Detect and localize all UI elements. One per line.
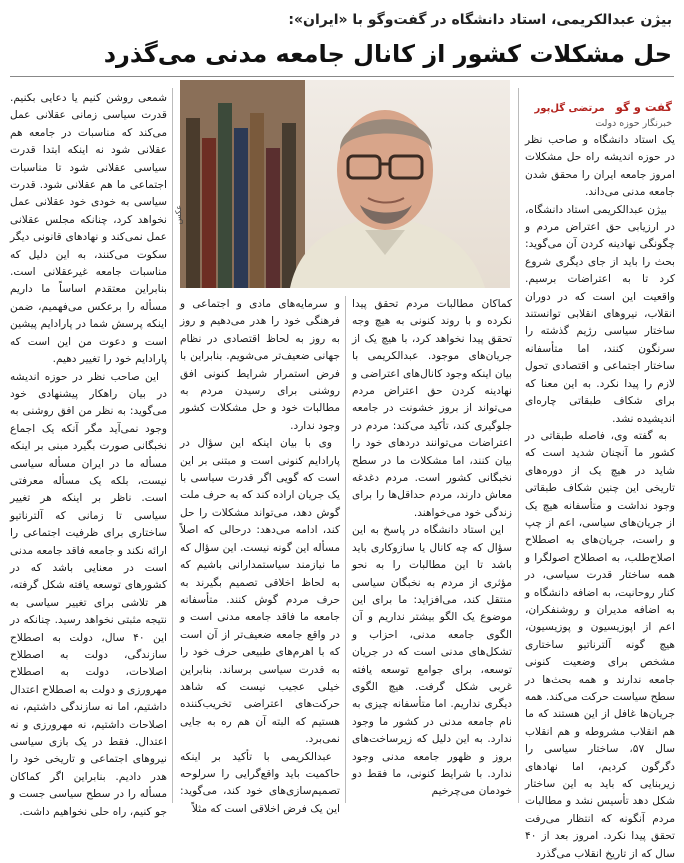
column-divider [172, 88, 173, 803]
paragraph: شمعی روشن کنیم یا دعایی بکنیم. قدرت سیاسی زمانی عقلانی عمل می‌کند که مناسبات در جامعه هم عقلانی شود نه اینکه ابتدا قدرت سیاسی عقلانی شود تا مناسبات اجتماعی ما هم عقلانی شود. قدرت سیاسی به خودی خود عقلانی عمل نخواهد کرد، چنانکه مجلس عقلانی عمل نمی‌کند و نهادهای قانونی دیگر سکوت می‌کنند، به این دلیل که مناسبات جامعه غیرعقلانی است. بنابراین معتقدم اساساً ما داریم مسأله را برعکس می‌فهمیم، ضمن اینکه پرسش شما در پارادایم پیشین است و دعوت من این است که پارادایم خود را تغییر دهیم. [10, 92, 167, 366]
photo-credit: عکس [174, 205, 183, 225]
interviewee-photo [180, 80, 510, 288]
column-right [525, 132, 676, 860]
column-divider [345, 296, 346, 803]
column-mid-right [352, 296, 512, 804]
author-name: مرتضی گل‌پور [534, 103, 605, 114]
headline: حل مشکلات کشور از کانال جامعه مدنی می‌گذرد [103, 40, 672, 68]
paragraph: این استاد دانشگاه در پاسخ به این سؤال که چه کانال یا سازوکاری باید باشد تا این مطالبات را به نحو مؤثری از مردم به نخبگان سیاسی منتقل کند، می‌افزاید: ما برای این موضوع یک الگو بیشتر نداریم و آن الگوی جامعه مدنی، احزاب و تشکل‌های مدنی است که در جریان توسعه، برای جوامع توسعه یافته غربی شکل گرفت. هیچ الگوی دیگری نداریم. اما متأسفانه چیزی به نام جامعه مدنی در کشور ما وجود ندارد. به این دلیل که زیرساخت‌های بروز و ظهور جامعه مدنی وجود ندارد. با شرایط کنونی، ما فقط دو خودمان می‌چرخیم [352, 524, 512, 798]
paragraph: و سرمایه‌های مادی و اجتماعی و فرهنگی خود را هدر می‌دهیم و روز به روز به لحاظ اقتصادی در نظام جهانی ضعیف‌تر می‌شویم. بنابراین با فرض استمرار شرایط کنونی افق روشنی برای رسیدن مردم به مطالبات خود و حل مشکلات کشور وجود ندارد. [180, 298, 340, 432]
author-role: خبرنگار حوزه دولت [595, 118, 672, 129]
column-left [10, 90, 167, 818]
column-mid-left [180, 296, 340, 815]
portrait-figure [180, 80, 510, 288]
paragraph: عبدالکریمی با تأکید بر اینکه حاکمیت باید واقع‌گرایی را سرلوحه تصمیم‌سازی‌های خود کند، می‌گوید: این یک فرض اخلاقی است که مثلاً [180, 750, 340, 815]
section-tag: گفت و گو [615, 100, 672, 114]
kicker: بیژن عبدالکریمی، استاد دانشگاه در گفت‌وگو با «ایران»: [288, 12, 672, 28]
paragraph: بیژن عبدالکریمی استاد دانشگاه، در ارزیابی حق اعتراض مردم و چگونگی نهادینه کردن آن می‌گوید: بحث را باید از جای دیگری شروع کرد تا به اعتراضات برسیم. واقعیت این است که در دوران انقلاب، نیروهای انقلابی توانستند ساختار سیاسی رژیم گذشته را سرنگون کنند، اما متأسفانه ساختار اجتماعی و اقتصادی تحول لازم را پیدا نکرد. به این معنا که برای شکاف طبقاتی چاره‌ای اندیشیده نشد. [525, 203, 675, 425]
paragraph: این صاحب نظر در حوزه اندیشه در بیان راهکار پیشنهادی خود می‌گوید: به نظر من افق روشنی به وجود نمی‌آید مگر آنکه یک اجماع نخبگانی صورت بگیرد مبنی بر اینکه مسأله ما در ایران مسأله سیاسی نیست، بلکه یک مسأله معرفتی است. ناظر بر اینکه هر تغییر سیاسی تا زمانی که آلترناتیو ساختاری برای ظرفیت اجتماعی را ارائه نکند و جامعه فاقد جامعه مدنی است در معنایی باشد که در کشورهای توسعه یافته شکل گرفته، هر تلاشی برای تغییر سیاسی به نتیجه مثبتی نخواهد رسید. چنانکه در این ۴۰ سال، دولت به اصطلاح سازندگی، دولت به اصطلاح اصلاحات، دولت به اصطلاح مهرورزی و دولت به اصطلاح اعتدال داشتیم، اما نه سازندگی داشتیم، نه اصلاحات داشتیم، نه مهرورزی و نه اعتدال. فقط در یک بازی سیاسی نیروهای اجتماعی و تاریخی خود را هدر دادیم. بنابراین اگر کماکان مسأله را در سطح سیاسی جست و جو کنیم، راه حلی نخواهیم داشت. [10, 370, 167, 818]
paragraph: یک استاد دانشگاه و صاحب نظر در حوزه اندیشه راه حل مشکلات امروز جامعه ایران را محقق شدن جامعه مدنی می‌داند. [525, 134, 675, 199]
paragraph: به گفته وی، فاصله طبقاتی در کشور ما آنچنان شدید است که شاید در هیچ یک از دوره‌های تاریخی این چنین شکاف طبقاتی وجود نداشت و متأسفانه هیچ یک از جریان‌های سیاسی، اعم از چپ و راست، جریان‌های به اصطلاح اصلاح‌طلب، به اصطلاح اصولگرا و همه ساختار قدرت سیاسی، در کنار روحانیت، به اضافه دانشگاه و به اضافه مدیران و روشنفکران، اعم از اپوزیسیون و پوزیسیون، هیچ گونه آلترناتیو ساختاری مشخص برای وضعیت کنونی جامعه ندارند و همه بحث‌ها در سطح سیاست حرکت می‌کند. همه جریان‌ها غافل از این هستند که ما هم انقلاب مشروطه و هم انقلاب سال ۵۷، ساختار سیاسی را دگرگون کردیم، اما نهادهای زیربنایی که باید به این ساختار شکل دهد تأسیس نشد و مطالبات مردم آنگونه که انتظار می‌رفت تحقق پیدا نکرد. امروز بعد از ۴۰ سال که از تاریخ انقلاب می‌گذرد [525, 429, 676, 860]
byline [524, 96, 672, 129]
column-divider [518, 88, 519, 803]
paragraph: کماکان مطالبات مردم تحقق پیدا نکرده و با روند کنونی به هیچ وجه تحقق پیدا نخواهد کرد، با هیچ یک از جریان‌های موجود. عبدالکریمی با بیان اینکه وجود کانال‌های اعتراضی و نهادینه کردن حق اعتراض مردم می‌تواند از بروز خشونت در جامعه جلوگیری کند، تأکید می‌کند: مردم در اعتراضات می‌توانند دردهای خود را بیان کنند، اما مشکلات ما در سطح نخبگانی کشور است. مردم دغدغه معاش دارند، مردم حداقل‌ها را برای زندگی خود می‌خواهند. [352, 298, 512, 519]
header-rule [10, 76, 674, 77]
paragraph: وی با بیان اینکه این سؤال در پارادایم کنونی است و مبتنی بر این است که گویی اگر قدرت سیاسی با یک جریان اراده کند که به حرف ملت گوش دهد، می‌تواند مشکلات را حل کند، ادامه می‌دهد: درحالی که اصلاً مسأله این گونه نیست. این سؤال که ما نیازمند سیاستمدارانی باشیم که به لحاظ اخلاقی تصمیم بگیرند به حرف مردم گوش کنند. متأسفانه جامعه ما فاقد جامعه مدنی است و در واقع جامعه ضعیف‌تر از آن است که با اهرم‌های طبیعی حرف خود را به قدرت سیاسی برساند. بنابراین خیلی عجیب نیست که شاهد حرکت‌های اعتراضی تخریب‌کننده هستیم که البته آن هم ره به جایی نمی‌برد. [180, 437, 340, 746]
